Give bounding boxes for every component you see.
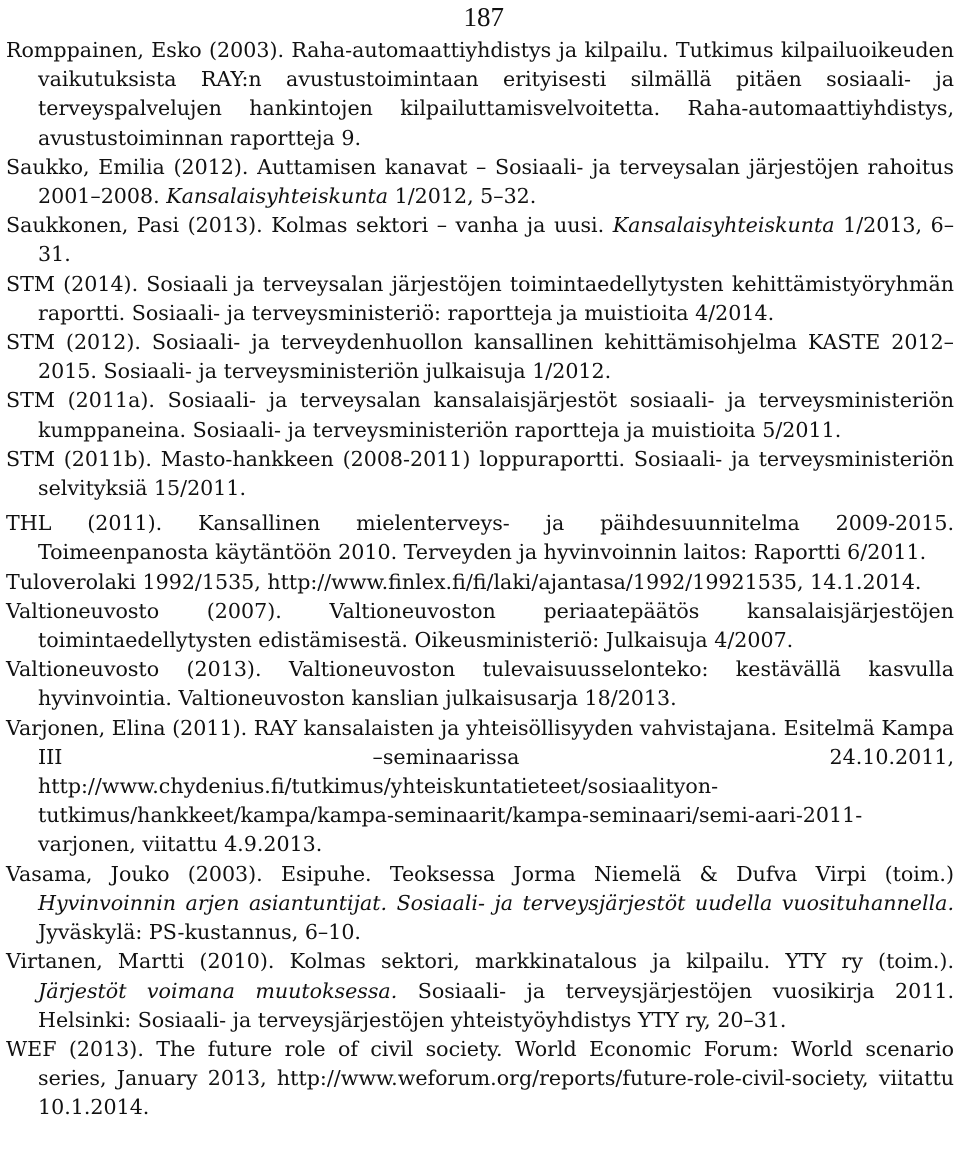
reference-text: Raha-automaattiyhdistys ja kilpailu. Tutkimus kilpailuoikeuden vaikutuksista RAY:n avustustoimintaan erityisesti silmällä pitäen sosiaali- ja terveyspalvelujen hankintojen kilpailuttamisvelvoitetta. Raha-automaattiyhdistys, avustustoiminnan raportteja 9.: [38, 38, 954, 150]
reference-text: http://www.finlex.fi/fi/laki/ajantasa/1992/19921535, 14.1.2014.: [260, 569, 922, 594]
reference-entry: [6, 386, 954, 444]
reference-author: WEF (2013).: [6, 1036, 144, 1061]
reference-text: Valtioneuvoston periaatepäätös kansalaisjärjestöjen toimintaedellytysten edistämisestä. Oikeusministeriö: Julkaisuja 4/2007.: [38, 598, 955, 653]
reference-author: Saukkonen, Pasi (2013).: [6, 213, 263, 238]
reference-text: Sosiaali- ja terveydenhuollon kansallinen kehittämisohjelma KASTE 2012–2015. Sosiaali- ja terveysministeriön julkaisuja 1/2012.: [38, 330, 954, 384]
reference-entry: [6, 714, 954, 860]
reference-list: [6, 36, 954, 1123]
reference-entry: [6, 1035, 954, 1123]
reference-entry: [6, 328, 954, 386]
reference-book-title: Järjestöt voimana muutoksessa.: [38, 978, 398, 1003]
reference-text: Kansallinen mielenterveys- ja päihdesuunnitelma 2009-2015. Toimeenpanosta käytäntöön 2010. Terveyden ja hyvinvoinnin laitos: Raportti 6/2011.: [38, 511, 954, 565]
reference-author: STM (2011a).: [6, 388, 155, 413]
reference-entry: [6, 36, 954, 153]
reference-journal: Kansalaisyhteiskunta: [612, 213, 835, 238]
reference-entry: [6, 655, 954, 713]
reference-text: Auttamisen kanavat – Sosiaali- ja terveysalan järjestöjen rahoitus 2001–2008.: [38, 154, 954, 209]
reference-entry: [6, 860, 954, 948]
reference-entry: [6, 568, 954, 597]
reference-text: Sosiaali- ja terveysalan kansalaisjärjestöt sosiaali- ja terveysministeriön kumppaneina. Sosiaali- ja terveysministeriön raportteja ja muistioita 5/2011.: [38, 388, 954, 442]
reference-author: STM (2011b).: [6, 446, 152, 471]
reference-text: Esipuhe. Teoksessa Jorma Niemelä & Dufva Virpi (toim.): [262, 861, 954, 886]
reference-author: Saukko, Emilia (2012).: [6, 154, 249, 179]
reference-entry: [6, 445, 954, 503]
reference-entry: [6, 153, 954, 211]
reference-text: Masto-hankkeen (2008-2011) loppuraportti. Sosiaali- ja terveysministeriön selvityksiä 15/2011.: [38, 446, 954, 501]
reference-author: Romppainen, Esko (2003).: [6, 38, 285, 62]
reference-text-end: Jyväskylä: PS-kustannus, 6–10.: [38, 920, 361, 945]
reference-entry: [6, 509, 954, 567]
reference-text: RAY kansalaisten ja yhteisöllisyyden vahvistajana. Esitelmä Kampa III –seminaarissa 24.10.2011, http://www.chydenius.fi/tutkimus/yhteiskuntatieteet/sosiaalityon-tutkimus/hankkeet/kampa/kampa-seminaarit/kampa-seminaari/semi-aari-2011-varjonen, viitattu 4.9.2013.: [38, 715, 954, 857]
reference-text-end: Sosiaali- ja terveysjärjestöjen vuosikirja 2011. Helsinki: Sosiaali- ja terveysjärjestöjen yhteistyöyhdistys YTY ry, 20–31.: [38, 978, 954, 1032]
reference-author: STM (2014).: [6, 271, 139, 296]
reference-journal: Kansalaisyhteiskunta: [166, 184, 389, 209]
reference-text: The future role of civil society. World Economic Forum: World scenario series, January 2013, http://www.weforum.org/reports/future-role-civil-society, viitattu 10.1.2014.: [38, 1036, 954, 1120]
reference-entry: [6, 211, 954, 269]
reference-text: Kolmas sektori, markkinatalous ja kilpailu. YTY ry (toim.).: [274, 949, 955, 974]
reference-entry: [6, 597, 954, 655]
reference-text: Sosiaali ja terveysalan järjestöjen toimintaedellytysten kehittämistyöryhmän raportti. Sosiaali- ja terveysministeriö: raportteja ja muistioita 4/2014.: [38, 271, 954, 325]
reference-text: Kolmas sektori – vanha ja uusi.: [262, 213, 613, 238]
reference-author: STM (2012).: [6, 330, 141, 355]
reference-text-end: 1/2012, 5–32.: [388, 184, 537, 209]
reference-author: Virtanen, Martti (2010).: [6, 949, 275, 974]
reference-text-end: 1/2013, 6–31.: [38, 213, 954, 267]
reference-text: Valtioneuvoston tulevaisuusselonteko: kestävällä kasvulla hyvinvointia. Valtioneuvoston kanslian julkaisusarja 18/2013.: [38, 657, 955, 711]
reference-author: Valtioneuvosto (2007).: [6, 598, 282, 623]
reference-author: Vasama, Jouko (2003).: [6, 861, 263, 886]
reference-entry: [6, 270, 954, 328]
reference-author: THL (2011).: [6, 511, 163, 536]
reference-author: Varjonen, Elina (2011).: [6, 715, 248, 740]
reference-author: Tuloverolaki 1992/1535,: [6, 569, 261, 594]
reference-entry: [6, 947, 954, 1035]
reference-book-title: Hyvinvoinnin arjen asiantuntijat. Sosiaali- ja terveysjärjestöt uudella vuosituhannella.: [38, 890, 954, 915]
page-number: 187: [463, 2, 504, 32]
reference-author: Valtioneuvosto (2013).: [6, 657, 262, 682]
